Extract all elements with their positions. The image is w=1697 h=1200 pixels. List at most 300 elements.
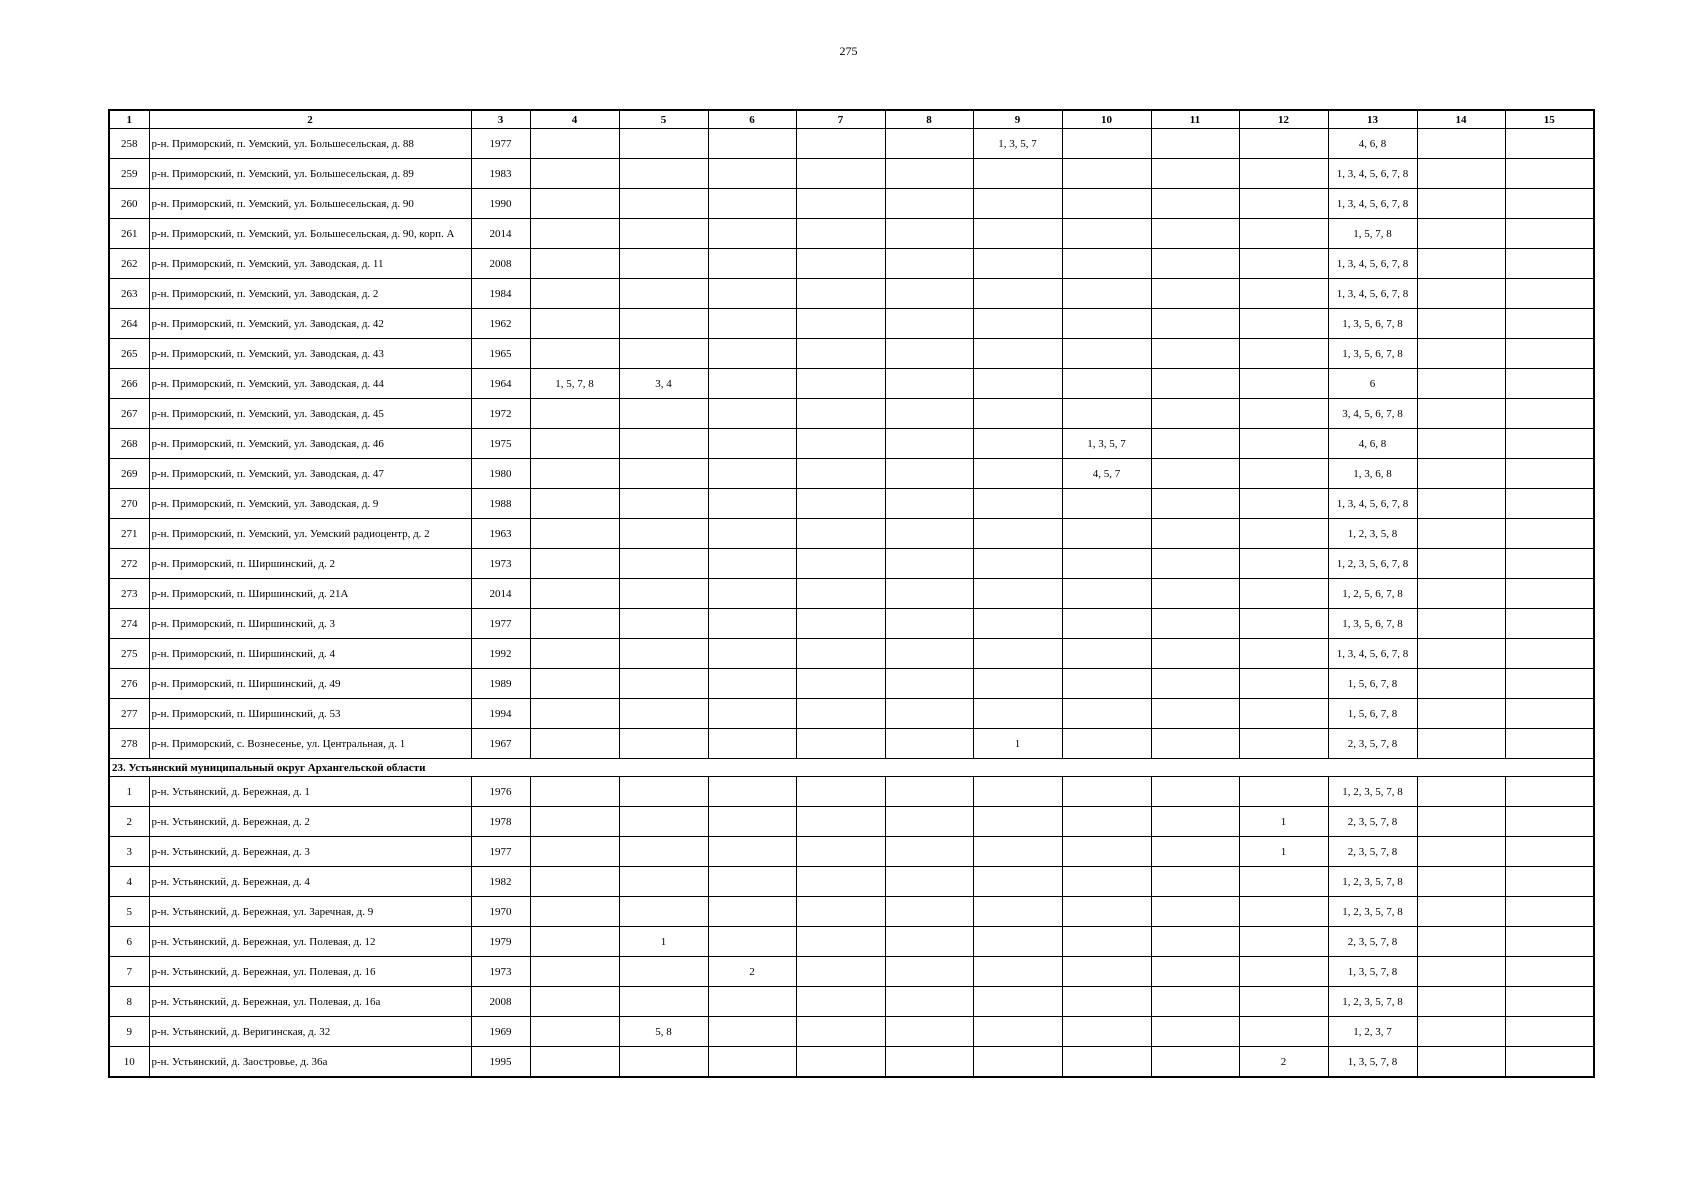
address-cell: р-н. Приморский, п. Уемский, ул. Большесельская, д. 90, корп. А [149,219,471,249]
value-cell [973,927,1062,957]
value-cell [619,639,708,669]
value-cell [796,489,885,519]
value-cell: 1, 3, 4, 5, 6, 7, 8 [1328,159,1417,189]
table-row [109,807,1594,837]
value-cell: 1, 2, 3, 7 [1328,1017,1417,1047]
address-cell: р-н. Устьянский, д. Бережная, д. 4 [149,867,471,897]
value-cell: 1 [1239,837,1328,867]
value-cell [530,189,619,219]
value-cell [973,189,1062,219]
value-cell [1239,897,1328,927]
value-cell: 1, 2, 3, 5, 7, 8 [1328,777,1417,807]
value-cell [885,639,973,669]
value-cell [1151,1017,1239,1047]
value-cell [796,897,885,927]
row-number-cell: 263 [109,279,149,309]
value-cell [1505,219,1594,249]
value-cell [708,309,796,339]
value-cell [1417,927,1505,957]
value-cell [708,189,796,219]
value-cell [1062,339,1151,369]
value-cell [530,489,619,519]
value-cell [1505,459,1594,489]
value-cell [1505,429,1594,459]
value-cell [1505,129,1594,159]
value-cell [708,867,796,897]
address-cell: р-н. Приморский, п. Уемский, ул. Большесельская, д. 89 [149,159,471,189]
value-cell [708,489,796,519]
value-cell [619,1047,708,1078]
value-cell [885,279,973,309]
value-cell [708,1017,796,1047]
value-cell [619,429,708,459]
value-cell [885,189,973,219]
value-cell [530,519,619,549]
value-cell [708,609,796,639]
value-cell [796,867,885,897]
value-cell: 1, 3, 5, 7, 8 [1328,957,1417,987]
value-cell [1062,1017,1151,1047]
value-cell [530,339,619,369]
value-cell [619,579,708,609]
value-cell [530,639,619,669]
column-header: 6 [708,110,796,129]
value-cell [1239,579,1328,609]
address-cell: р-н. Приморский, п. Ширшинский, д. 4 [149,639,471,669]
value-cell [885,867,973,897]
value-cell [1062,1047,1151,1078]
value-cell [796,189,885,219]
year-cell: 2014 [471,579,530,609]
value-cell [530,807,619,837]
value-cell [708,699,796,729]
table-row [109,159,1594,189]
value-cell: 1, 5, 6, 7, 8 [1328,699,1417,729]
data-table [108,109,1595,1078]
value-cell [1062,399,1151,429]
value-cell [1151,249,1239,279]
value-cell [1239,669,1328,699]
value-cell [885,699,973,729]
value-cell [973,399,1062,429]
value-cell [1239,987,1328,1017]
address-cell: р-н. Приморский, п. Ширшинский, д. 53 [149,699,471,729]
value-cell [708,807,796,837]
table-row [109,699,1594,729]
value-cell [619,777,708,807]
address-cell: р-н. Устьянский, д. Веригинская, д. 32 [149,1017,471,1047]
row-number-cell: 3 [109,837,149,867]
value-cell [1062,669,1151,699]
address-cell: р-н. Приморский, п. Уемский, ул. Заводская, д. 46 [149,429,471,459]
value-cell [1062,549,1151,579]
address-cell: р-н. Приморский, п. Уемский, ул. Заводская, д. 47 [149,459,471,489]
table-row [109,927,1594,957]
table-row [109,669,1594,699]
value-cell [1239,249,1328,279]
value-cell [1505,669,1594,699]
year-cell: 1992 [471,639,530,669]
value-cell: 1 [973,729,1062,759]
row-number-cell: 267 [109,399,149,429]
value-cell [619,837,708,867]
value-cell [1417,1047,1505,1078]
value-cell [796,699,885,729]
value-cell [1062,927,1151,957]
value-cell [885,369,973,399]
row-number-cell: 259 [109,159,149,189]
value-cell [1505,609,1594,639]
year-cell: 2014 [471,219,530,249]
value-cell [1505,249,1594,279]
value-cell: 1, 3, 4, 5, 6, 7, 8 [1328,279,1417,309]
value-cell: 1, 3, 4, 5, 6, 7, 8 [1328,189,1417,219]
value-cell: 6 [1328,369,1417,399]
value-cell: 1, 5, 7, 8 [1328,219,1417,249]
column-header: 5 [619,110,708,129]
value-cell [1151,957,1239,987]
value-cell [796,159,885,189]
value-cell: 1, 2, 3, 5, 7, 8 [1328,987,1417,1017]
value-cell [1151,1047,1239,1078]
table-body-ustyansky [109,777,1594,1078]
value-cell [530,399,619,429]
table-row [109,129,1594,159]
address-cell: р-н. Устьянский, д. Бережная, ул. Заречная, д. 9 [149,897,471,927]
value-cell [1062,699,1151,729]
row-number-cell: 268 [109,429,149,459]
value-cell [973,777,1062,807]
value-cell [1239,777,1328,807]
value-cell [1062,729,1151,759]
value-cell [885,489,973,519]
value-cell: 2, 3, 5, 7, 8 [1328,837,1417,867]
value-cell [1062,639,1151,669]
row-number-cell: 275 [109,639,149,669]
value-cell [530,279,619,309]
value-cell [1151,609,1239,639]
value-cell [708,639,796,669]
table-row [109,957,1594,987]
value-cell [973,519,1062,549]
year-cell: 1977 [471,609,530,639]
value-cell [1505,399,1594,429]
value-cell [885,957,973,987]
address-cell: р-н. Приморский, п. Ширшинский, д. 49 [149,669,471,699]
value-cell [796,729,885,759]
value-cell [1239,369,1328,399]
value-cell [619,189,708,219]
value-cell [530,579,619,609]
value-cell [885,1047,973,1078]
row-number-cell: 272 [109,549,149,579]
value-cell [530,867,619,897]
address-cell: р-н. Приморский, п. Уемский, ул. Заводская, д. 43 [149,339,471,369]
value-cell [1239,927,1328,957]
value-cell [1062,369,1151,399]
value-cell: 2, 3, 5, 7, 8 [1328,927,1417,957]
column-header: 1 [109,110,149,129]
year-cell: 1983 [471,159,530,189]
value-cell [885,897,973,927]
row-number-cell: 266 [109,369,149,399]
value-cell [1417,867,1505,897]
value-cell [1239,867,1328,897]
value-cell [619,279,708,309]
value-cell [1239,489,1328,519]
row-number-cell: 271 [109,519,149,549]
section-row-group [109,759,1594,777]
value-cell [1417,489,1505,519]
value-cell: 1, 3, 5, 7 [1062,429,1151,459]
column-header: 7 [796,110,885,129]
value-cell [1239,129,1328,159]
value-cell [1505,549,1594,579]
value-cell [796,987,885,1017]
value-cell: 2, 3, 5, 7, 8 [1328,807,1417,837]
row-number-cell: 269 [109,459,149,489]
value-cell [1239,309,1328,339]
year-cell: 1984 [471,279,530,309]
value-cell [619,807,708,837]
value-cell: 3, 4, 5, 6, 7, 8 [1328,399,1417,429]
row-number-cell: 2 [109,807,149,837]
row-number-cell: 260 [109,189,149,219]
value-cell [1417,399,1505,429]
value-cell: 1, 2, 5, 6, 7, 8 [1328,579,1417,609]
value-cell [885,1017,973,1047]
value-cell [530,1047,619,1078]
value-cell [1062,189,1151,219]
value-cell [1239,219,1328,249]
value-cell [1151,519,1239,549]
value-cell [619,399,708,429]
value-cell [1505,159,1594,189]
value-cell [1417,897,1505,927]
year-cell: 1980 [471,459,530,489]
value-cell [796,837,885,867]
value-cell [1151,987,1239,1017]
value-cell [619,159,708,189]
address-cell: р-н. Устьянский, д. Заостровье, д. 36а [149,1047,471,1078]
value-cell [973,279,1062,309]
year-cell: 1967 [471,729,530,759]
value-cell [1062,609,1151,639]
value-cell [619,987,708,1017]
year-cell: 1982 [471,867,530,897]
address-cell: р-н. Приморский, п. Уемский, ул. Заводская, д. 11 [149,249,471,279]
table-row [109,519,1594,549]
table-row [109,459,1594,489]
value-cell [1151,669,1239,699]
value-cell: 1, 3, 5, 7 [973,129,1062,159]
value-cell [1062,837,1151,867]
value-cell [973,639,1062,669]
year-cell: 1965 [471,339,530,369]
value-cell: 4, 6, 8 [1328,429,1417,459]
value-cell [1062,957,1151,987]
value-cell [1062,777,1151,807]
value-cell [1505,699,1594,729]
value-cell [708,369,796,399]
value-cell [1062,987,1151,1017]
value-cell [708,837,796,867]
column-header: 11 [1151,110,1239,129]
value-cell [619,609,708,639]
value-cell [973,489,1062,519]
table-row [109,777,1594,807]
value-cell [885,807,973,837]
column-header: 12 [1239,110,1328,129]
value-cell [1239,339,1328,369]
value-cell [1417,459,1505,489]
value-cell [1505,729,1594,759]
value-cell [973,867,1062,897]
row-number-cell: 265 [109,339,149,369]
address-cell: р-н. Устьянский, д. Бережная, д. 2 [149,807,471,837]
value-cell [1151,489,1239,519]
value-cell [885,669,973,699]
value-cell [1417,249,1505,279]
value-cell [973,219,1062,249]
row-number-cell: 262 [109,249,149,279]
value-cell [885,927,973,957]
table-row [109,867,1594,897]
row-number-cell: 277 [109,699,149,729]
year-cell: 1995 [471,1047,530,1078]
year-cell: 1972 [471,399,530,429]
value-cell [1505,1017,1594,1047]
year-cell: 1963 [471,519,530,549]
value-cell [1062,807,1151,837]
value-cell [619,699,708,729]
value-cell: 4, 6, 8 [1328,129,1417,159]
value-cell [973,1017,1062,1047]
value-cell [796,957,885,987]
value-cell [530,927,619,957]
row-number-cell: 273 [109,579,149,609]
value-cell [530,777,619,807]
value-cell [973,339,1062,369]
year-cell: 1964 [471,369,530,399]
table-row [109,609,1594,639]
value-cell [1239,159,1328,189]
value-cell [973,159,1062,189]
value-cell [619,309,708,339]
value-cell [885,309,973,339]
address-cell: р-н. Приморский, п. Ширшинский, д. 21А [149,579,471,609]
value-cell [1417,699,1505,729]
value-cell [1505,189,1594,219]
value-cell [619,339,708,369]
page-number: 275 [839,44,858,58]
value-cell [1151,639,1239,669]
value-cell [1505,927,1594,957]
value-cell [708,129,796,159]
value-cell: 1, 3, 6, 8 [1328,459,1417,489]
value-cell [1151,369,1239,399]
value-cell [1239,549,1328,579]
table-row [109,987,1594,1017]
value-cell [530,459,619,489]
value-cell [619,729,708,759]
value-cell [1417,519,1505,549]
value-cell [1062,489,1151,519]
value-cell [885,777,973,807]
value-cell [1151,579,1239,609]
row-number-cell: 4 [109,867,149,897]
value-cell [530,1017,619,1047]
value-cell: 1 [619,927,708,957]
value-cell [1417,957,1505,987]
value-cell [708,549,796,579]
value-cell [619,897,708,927]
value-cell: 1, 5, 7, 8 [530,369,619,399]
address-cell: р-н. Устьянский, д. Бережная, ул. Полевая, д. 12 [149,927,471,957]
value-cell: 1 [1239,807,1328,837]
value-cell [796,1017,885,1047]
value-cell [1239,639,1328,669]
value-cell: 1, 3, 4, 5, 6, 7, 8 [1328,489,1417,519]
value-cell: 2, 3, 5, 7, 8 [1328,729,1417,759]
table-row [109,339,1594,369]
value-cell: 1, 3, 4, 5, 6, 7, 8 [1328,639,1417,669]
column-header: 4 [530,110,619,129]
table-row [109,189,1594,219]
address-cell: р-н. Устьянский, д. Бережная, д. 3 [149,837,471,867]
value-cell [1062,279,1151,309]
value-cell [796,309,885,339]
value-cell: 1, 5, 6, 7, 8 [1328,669,1417,699]
row-number-cell: 276 [109,669,149,699]
value-cell [1151,867,1239,897]
value-cell [885,549,973,579]
value-cell [1151,309,1239,339]
value-cell [1062,867,1151,897]
year-cell: 1977 [471,837,530,867]
table-row [109,429,1594,459]
value-cell [1151,837,1239,867]
value-cell [1062,519,1151,549]
value-cell [796,399,885,429]
value-cell [1062,219,1151,249]
value-cell [1417,579,1505,609]
row-number-cell: 1 [109,777,149,807]
value-cell [1239,459,1328,489]
column-header: 2 [149,110,471,129]
table-row [109,639,1594,669]
value-cell [796,459,885,489]
table-row [109,1047,1594,1078]
value-cell [708,429,796,459]
year-cell: 2008 [471,249,530,279]
table-row [109,309,1594,339]
address-cell: р-н. Приморский, п. Ширшинский, д. 3 [149,609,471,639]
value-cell [973,957,1062,987]
value-cell [530,837,619,867]
address-cell: р-н. Приморский, п. Уемский, ул. Заводская, д. 2 [149,279,471,309]
value-cell [885,129,973,159]
address-cell: р-н. Приморский, п. Уемский, ул. Заводская, д. 45 [149,399,471,429]
value-cell [1417,339,1505,369]
value-cell [885,519,973,549]
value-cell [1417,669,1505,699]
value-cell [1417,609,1505,639]
value-cell [530,699,619,729]
value-cell [1062,579,1151,609]
value-cell [1505,279,1594,309]
value-cell: 1, 3, 5, 7, 8 [1328,1047,1417,1078]
